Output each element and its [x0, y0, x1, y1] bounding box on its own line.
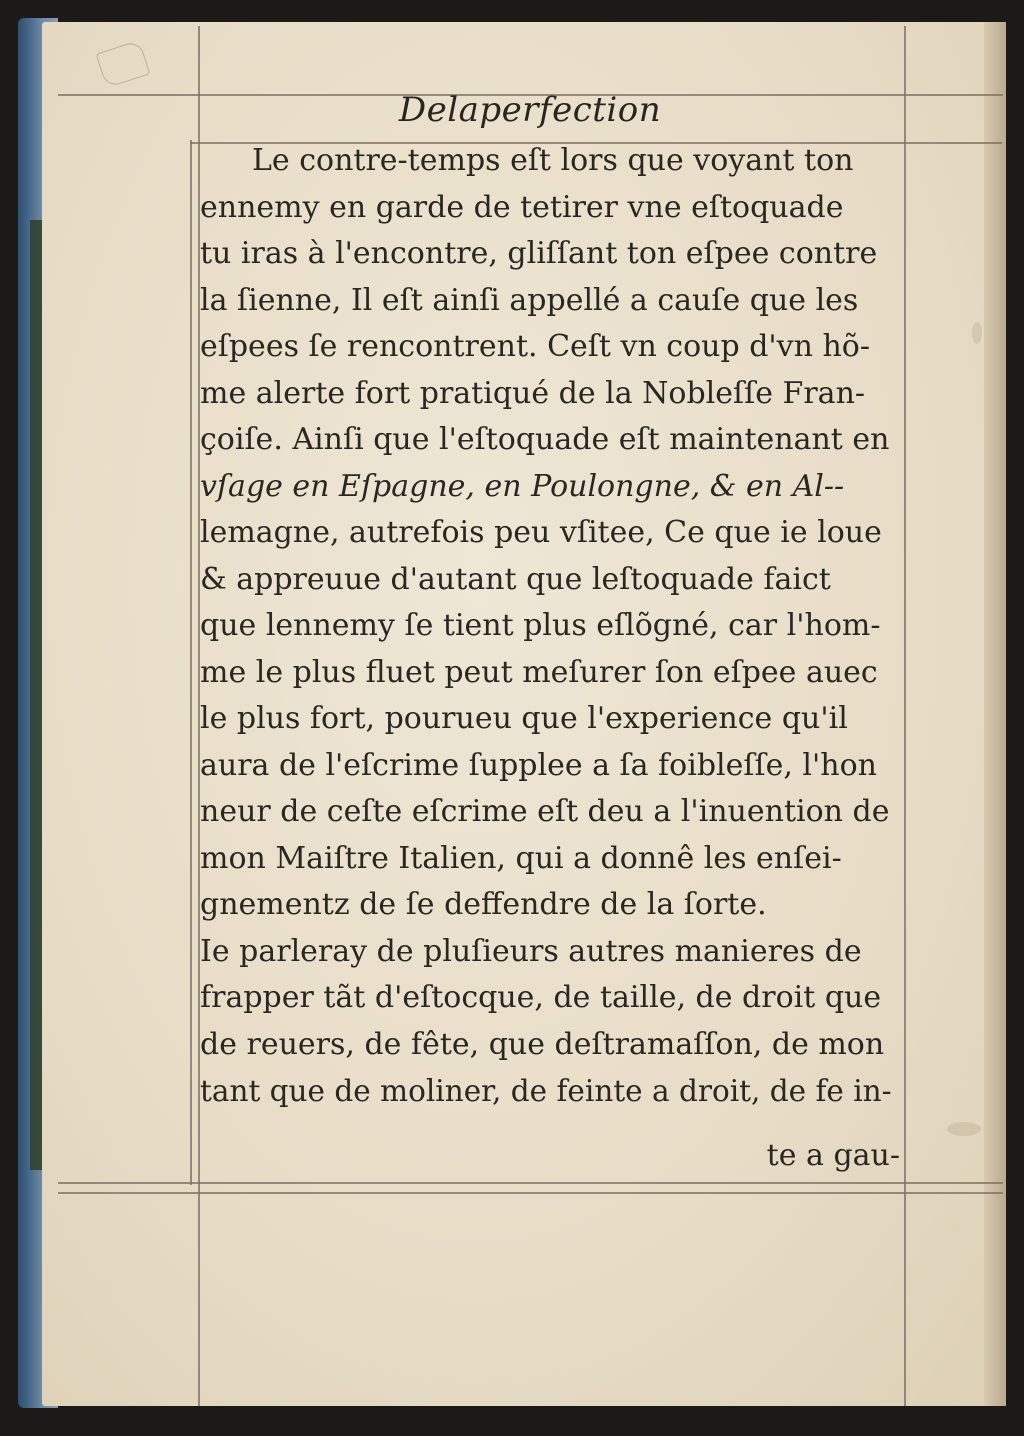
text-line-italic: vſage en Eſpagne, en Poulongne, & en Al-- [200, 468, 845, 504]
text-line: neur de ceſte eſcrime eſt deu a l'inuention de [200, 794, 890, 829]
text-line: mon Maiſtre Italien, qui a donnê les enſei- [200, 840, 842, 876]
text-line: me le plus fluet peut meſurer ſon eſpee auec [200, 654, 878, 690]
text-line: & appreuue d'autant que leſtoquade faict [200, 561, 831, 597]
text-line: me alerte fort pratiqué de la Nobleſſe Fran- [200, 375, 866, 411]
catchword: te a gau- [766, 1138, 900, 1173]
text-line: le plus fort, pourueu que l'experience qu'il [200, 701, 848, 736]
text-line: de reuers, de fête, que deſtramaſſon, de mon [200, 1026, 885, 1062]
running-head: Delaperfection [398, 90, 662, 130]
rule-bottom-outer [58, 1192, 1003, 1194]
text-line: ennemy en garde de tetirer vne eſtoquade [200, 189, 844, 225]
rule-left-inner [190, 140, 192, 1185]
text-line: la ſienne, Il eſt ainſi appellé a cauſe que les [200, 282, 859, 318]
text-line: Ie parleray de pluſieurs autres manieres de [200, 933, 862, 969]
text-line: tu iras à l'encontre, gliſſant ton eſpee contre [200, 236, 878, 271]
text-line: eſpees ſe rencontrent. Ceſt vn coup d'vn hõ- [200, 329, 871, 364]
text-line: çoiſe. Ainſi que l'eſtoquade eſt maintenant en [200, 422, 890, 457]
text-line: lemagne, autrefois peu vſitee, Ce que ie loue [200, 515, 882, 550]
paper-stain [972, 322, 982, 344]
paper-stain [947, 1122, 981, 1136]
page-gutter [984, 22, 1006, 1406]
text-line: aura de l'eſcrime ſupplee a ſa foibleſſe, l'hon [200, 747, 877, 783]
text-line: gnementz de ſe deffendre de la ſorte. [200, 887, 767, 922]
text-line: Le contre-temps eſt lors que voyant ton [252, 143, 854, 178]
text-line: frapper tãt d'eſtocque, de taille, de droit que [200, 980, 882, 1015]
rule-right [904, 26, 906, 1406]
text-line: que lennemy ſe tient plus eſlõgné, car l'hom- [200, 608, 881, 643]
corner-fold-mark [96, 40, 151, 88]
text-block [200, 138, 900, 1115]
text-line: tant que de moliner, de feinte a droit, de fe in- [200, 1074, 892, 1108]
rule-bottom [58, 1182, 1003, 1184]
